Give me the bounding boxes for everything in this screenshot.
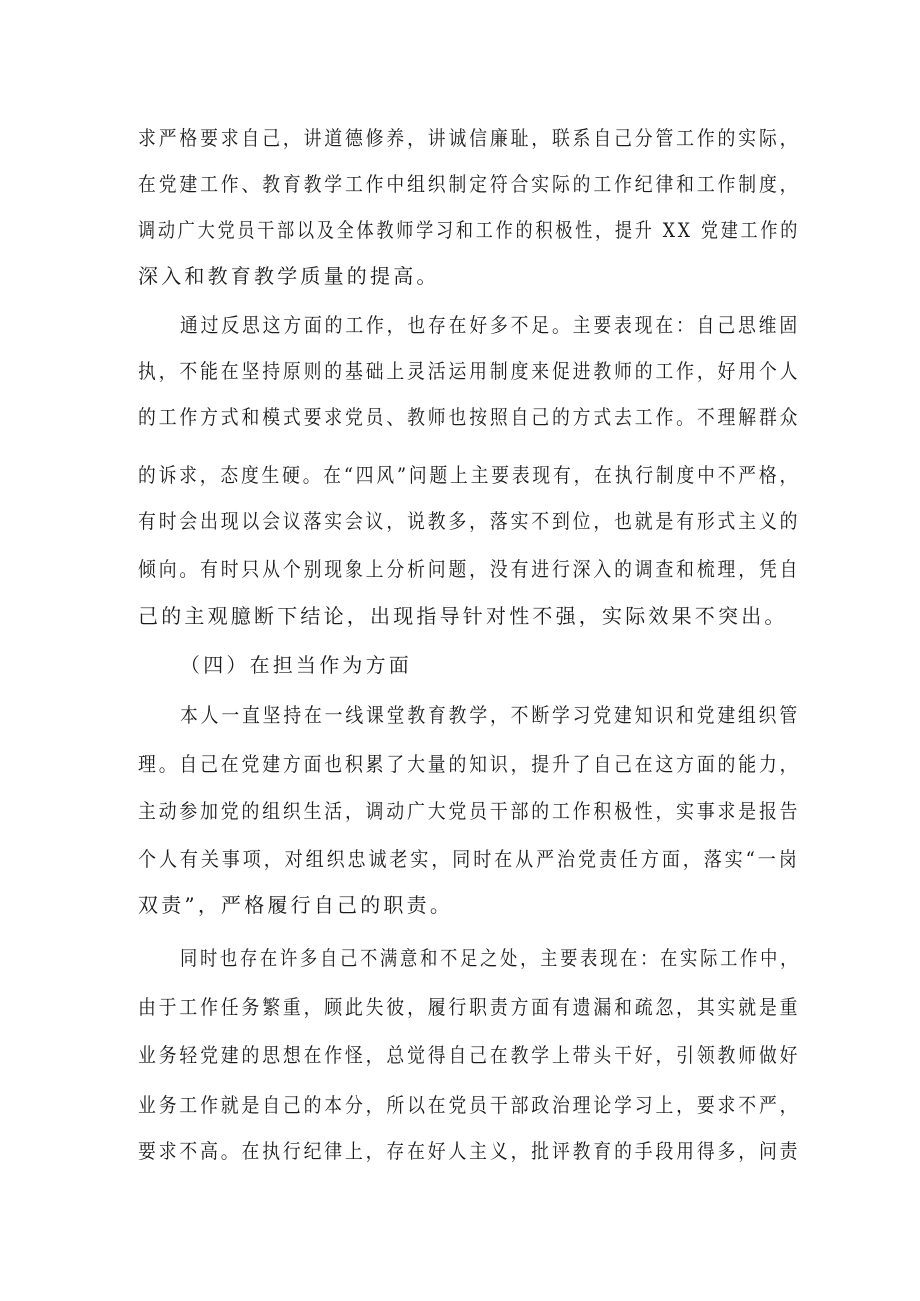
- paragraph-line: 深入和教育教学质量的提高。: [138, 264, 440, 288]
- paragraph-line: 的诉求，态度生硬。在“四风”问题上主要表现有，在执行制度中不严格，: [138, 463, 801, 487]
- paragraph-first-line: 通过反思这方面的工作，也存在好多不足。主要表现在：自己思维固: [180, 313, 800, 337]
- section-heading: （四）在担当作为方面: [180, 653, 412, 677]
- paragraph-line: 在党建工作、教育教学工作中组织制定符合实际的工作纪律和工作制度，: [138, 172, 801, 196]
- paragraph-line: 由于工作任务繁重，顾此失彼，履行职责方面有遗漏和疏忽，其实就是重: [138, 995, 801, 1019]
- paragraph-line: 理。自己在党建方面也积累了大量的知识，提升了自己在这方面的能力，: [138, 752, 801, 776]
- paragraph-line: 主动参加党的组织生活，调动广大党员干部的工作积极性，实事求是报告: [138, 799, 801, 823]
- paragraph-line: 双责”，严格履行自己的职责。: [138, 893, 454, 917]
- paragraph-line: 己的主观臆断下结论，出现指导针对性不强，实际效果不突出。: [138, 604, 788, 628]
- paragraph-first-line: 同时也存在许多自己不满意和不足之处，主要表现在：在实际工作中，: [180, 946, 801, 970]
- paragraph-first-line: 本人一直坚持在一线课堂教育教学，不断学习党建知识和党建组织管: [180, 703, 800, 727]
- paragraph-line: 个人有关事项，对组织忠诚老实，同时在从严治党责任方面，落实“一岗: [138, 847, 800, 871]
- paragraph-line: 调动广大党员干部以及全体教师学习和工作的积极性，提升 XX 党建工作的: [138, 218, 801, 242]
- paragraph-line: 有时会出现以会议落实会议，说教多，落实不到位，也就是有形式主义的: [138, 509, 801, 533]
- paragraph-line: 业务工作就是自己的本分，所以在党员干部政治理论学习上，要求不严，: [138, 1093, 801, 1117]
- paragraph-line: 要求不高。在执行纪律上，存在好人主义，批评教育的手段用得多，问责: [138, 1139, 801, 1163]
- paragraph-line: 求严格要求自己，讲道德修养，讲诚信廉耻，联系自己分管工作的实际，: [138, 126, 801, 150]
- paragraph-line: 倾向。有时只从个别现象上分析问题，没有进行深入的调查和梳理，凭自: [138, 557, 801, 581]
- paragraph-line: 执，不能在坚持原则的基础上灵活运用制度来促进教师的工作，好用个人: [138, 359, 801, 383]
- paragraph-line: 业务轻党建的思想在作怪，总觉得自己在教学上带头干好，引领教师做好: [138, 1043, 801, 1067]
- paragraph-line: 的工作方式和模式要求党员、教师也按照自己的方式去工作。不理解群众: [138, 405, 801, 429]
